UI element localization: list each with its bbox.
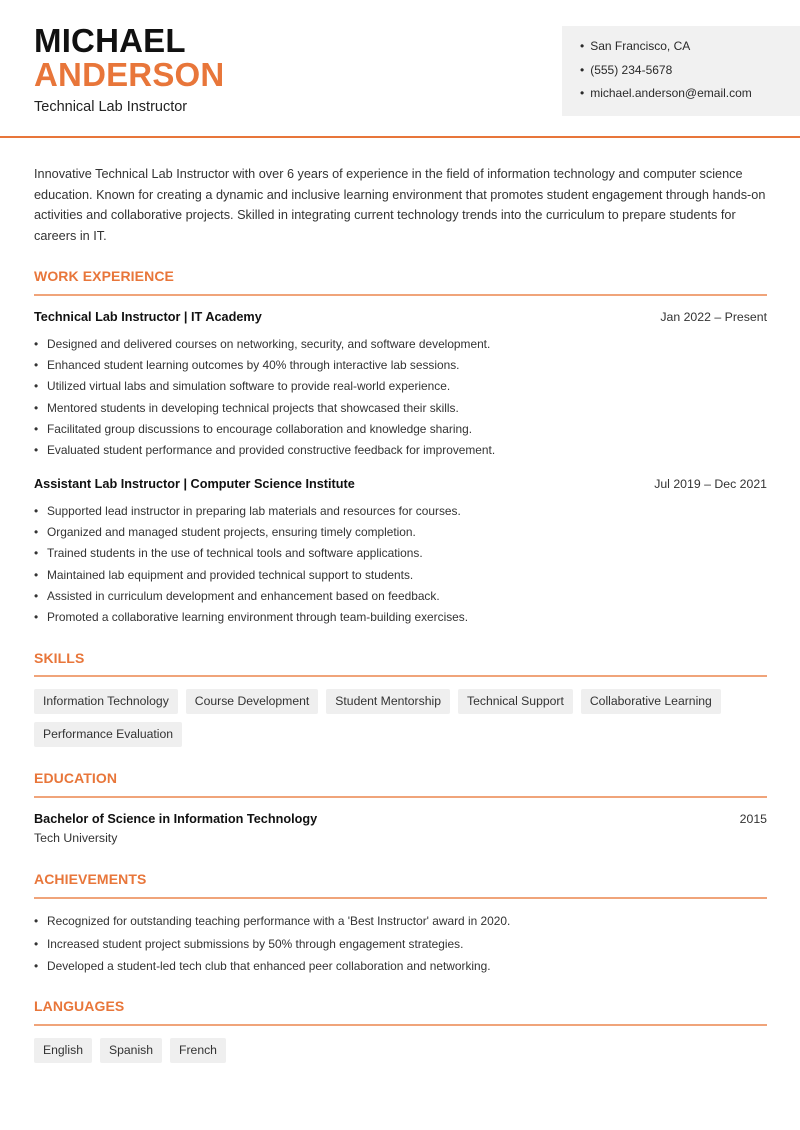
section-title-achievements: ACHIEVEMENTS: [34, 871, 147, 887]
first-name: MICHAEL: [34, 22, 186, 59]
language-chip: Spanish: [100, 1038, 162, 1063]
list-item: • Supported lead instructor in preparing lab materials and resources for courses.: [34, 503, 767, 524]
school: Tech University: [34, 831, 118, 845]
list-item: • Increased student project submissions by 50% through engagement strategies.: [34, 936, 767, 959]
job-header: [34, 310, 767, 324]
list-item: • Evaluated student performance and provided constructive feedback for improvement.: [34, 442, 767, 463]
list-item: • Enhanced student learning outcomes by 40% through interactive lab sessions.: [34, 357, 767, 378]
section-title-skills: SKILLS: [34, 650, 85, 666]
contact-phone: • (555) 234-5678: [580, 62, 800, 86]
graduation-year: 2015: [739, 812, 767, 826]
list-item: • Recognized for outstanding teaching performance with a 'Best Instructor' award in 2020.: [34, 913, 767, 936]
job-bullets: [34, 503, 767, 630]
list-item: • Assisted in curriculum development and enhancement based on feedback.: [34, 588, 767, 609]
language-chip: English: [34, 1038, 92, 1063]
list-item: • Utilized virtual labs and simulation software to provide real-world experience.: [34, 378, 767, 399]
divider: [34, 897, 767, 899]
last-name: ANDERSON: [34, 56, 225, 93]
job-date: Jan 2022 – Present: [660, 310, 767, 324]
contact-email: • michael.anderson@email.com: [580, 85, 800, 109]
divider: [34, 675, 767, 677]
divider: [34, 294, 767, 296]
achievements-list: [34, 913, 767, 981]
language-chip: French: [170, 1038, 226, 1063]
list-item: • Facilitated group discussions to encourage collaboration and knowledge sharing.: [34, 421, 767, 442]
list-item: • Trained students in the use of technical tools and software applications.: [34, 545, 767, 566]
skill-chip: Course Development: [186, 689, 318, 714]
contact-box: [562, 26, 800, 116]
degree: Bachelor of Science in Information Technology: [34, 812, 318, 826]
list-item: • Mentored students in developing technical projects that showcased their skills.: [34, 400, 767, 421]
education-header: [34, 812, 767, 826]
list-item: • Maintained lab equipment and provided technical support to students.: [34, 567, 767, 588]
job-bullets: [34, 336, 767, 463]
job-date: Jul 2019 – Dec 2021: [654, 477, 767, 491]
section-title-languages: LANGUAGES: [34, 998, 125, 1014]
summary: Innovative Technical Lab Instructor with over 6 years of experience in the field of information technology and computer science education. Known for creating a dynamic and inclusive learning environment that promotes student engagement through hands-on activities and collaborative projects. Skilled in integrating current technology trends into the curriculum to prepare students for careers in IT.: [34, 167, 766, 244]
skill-chip: Student Mentorship: [326, 689, 450, 714]
list-item: • Promoted a collaborative learning environment through team-building exercises.: [34, 609, 767, 630]
divider: [34, 1024, 767, 1026]
resume-header: [0, 0, 800, 138]
list-item: • Designed and delivered courses on networking, security, and software development.: [34, 336, 767, 357]
job-position: Technical Lab Instructor | IT Academy: [34, 310, 262, 324]
skill-chip: Information Technology: [34, 689, 178, 714]
skill-chip: Performance Evaluation: [34, 722, 182, 747]
skills-list: [34, 689, 774, 755]
job-title: Technical Lab Instructor: [34, 99, 188, 115]
job-header: [34, 477, 767, 491]
skill-chip: Technical Support: [458, 689, 573, 714]
job-position: Assistant Lab Instructor | Computer Science Institute: [34, 477, 355, 491]
contact-location: • San Francisco, CA: [580, 38, 800, 62]
skill-chip: Collaborative Learning: [581, 689, 721, 714]
section-title-education: EDUCATION: [34, 770, 118, 786]
divider: [34, 796, 767, 798]
section-title-work: WORK EXPERIENCE: [34, 268, 174, 284]
list-item: • Organized and managed student projects, ensuring timely completion.: [34, 524, 767, 545]
list-item: • Developed a student-led tech club that enhanced peer collaboration and networking.: [34, 958, 767, 981]
languages-list: [34, 1038, 774, 1071]
